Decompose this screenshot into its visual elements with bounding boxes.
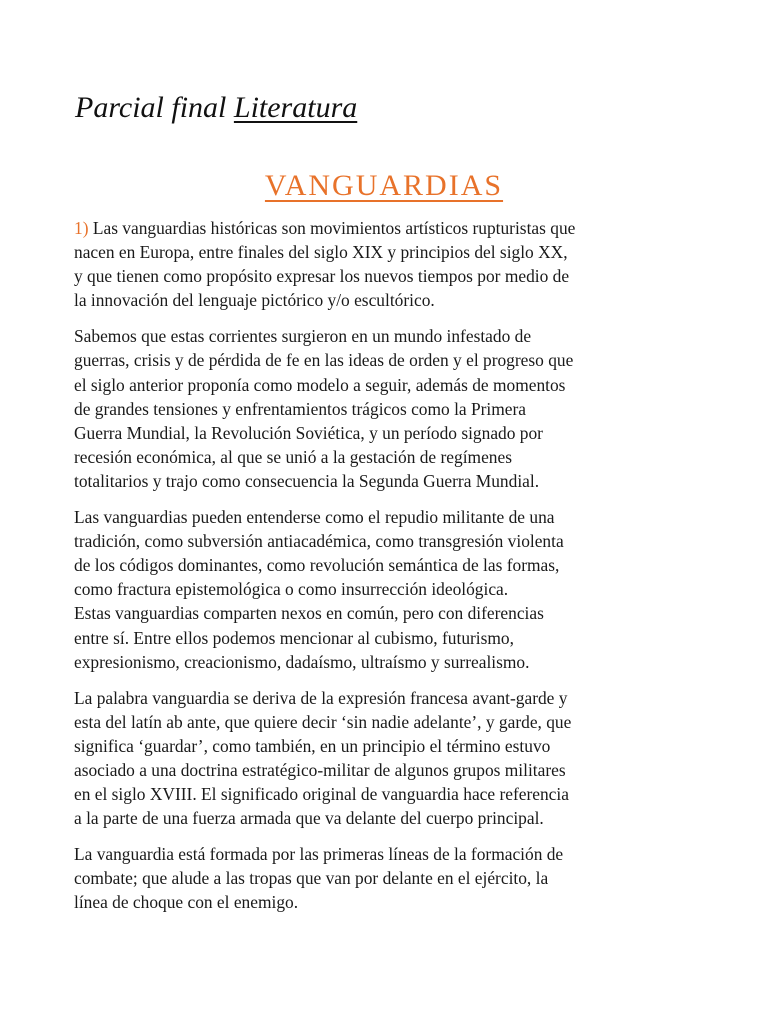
paragraph-line: Estas vanguardias comparten nexos en común, pero con diferencias: [74, 603, 544, 624]
paragraph-line: entre sí. Entre ellos podemos mencionar al cubismo, futurismo,: [74, 627, 514, 648]
paragraph-line: 1) Las vanguardias históricas son movimientos artísticos rupturistas que: [74, 218, 576, 238]
paragraph-4: [74, 686, 696, 831]
paragraph-line: de grandes tensiones y enfrentamientos trágicos como la Primera: [74, 398, 527, 419]
paragraph-3: [74, 505, 696, 674]
paragraph-line: Guerra Mundial, la Revolución Soviética, y un período signado por: [74, 422, 543, 443]
paragraph-line: Las vanguardias pueden entenderse como el repudio militante de una: [74, 507, 555, 528]
paragraph-line: Sabemos que estas corrientes surgieron en un mundo infestado de: [74, 326, 532, 347]
paragraph-number: 1): [74, 218, 89, 238]
paragraph-line: la innovación del lenguaje pictórico y/o escultórico.: [74, 290, 435, 311]
title-text: Parcial final: [75, 91, 234, 124]
paragraph-line: guerras, crisis y de pérdida de fe en las ideas de orden y el progreso que: [74, 350, 574, 371]
paragraph-line: línea de choque con el enemigo.: [74, 892, 299, 913]
paragraph-line: tradición, como subversión antiacadémica, como transgresión violenta: [74, 531, 564, 552]
paragraph-line: el siglo anterior proponía como modelo a seguir, además de momentos: [74, 374, 566, 395]
paragraph-5: [74, 842, 696, 914]
paragraph-line: a la parte de una fuerza armada que va delante del cuerpo principal.: [74, 808, 544, 829]
paragraph-line: significa ‘guardar’, como también, en un principio el término estuvo: [74, 735, 551, 756]
paragraph-1: [74, 216, 696, 312]
paragraph-line: de los códigos dominantes, como revolución semántica de las formas,: [74, 555, 560, 576]
paragraph-line: La vanguardia está formada por las primeras líneas de la formación de: [74, 844, 564, 865]
paragraph-line: como fractura epistemológica o como insurrección ideológica.: [74, 579, 509, 600]
title-underlined-text: Literatura: [233, 91, 358, 124]
paragraph-2: [74, 324, 696, 493]
document-body: [74, 216, 696, 915]
paragraph-line: recesión económica, al que se unió a la gestación de regímenes: [74, 446, 512, 467]
paragraph-line: y que tienen como propósito expresar los nuevos tiempos por medio de: [74, 266, 570, 287]
document-title: [75, 86, 357, 130]
paragraph-line: combate; que alude a las tropas que van por delante en el ejército, la: [74, 868, 549, 889]
paragraph-line: en el siglo XVIII. El significado original de vanguardia hace referencia: [74, 784, 569, 805]
paragraph-line: asociado a una doctrina estratégico-militar de algunos grupos militares: [74, 759, 566, 780]
section-title-text: VANGUARDIAS: [264, 169, 504, 202]
paragraph-line: totalitarios y trajo como consecuencia la Segunda Guerra Mundial.: [74, 470, 540, 491]
paragraph-line: nacen en Europa, entre finales del siglo XIX y principios del siglo XX,: [74, 242, 568, 263]
paragraph-line: La palabra vanguardia se deriva de la expresión francesa avant-garde y: [74, 687, 568, 708]
paragraph-line: expresionismo, creacionismo, dadaísmo, ultraísmo y surrealismo.: [74, 651, 530, 672]
paragraph-line: esta del latín ab ante, que quiere decir ‘sin nadie adelante’, y garde, que: [74, 711, 572, 732]
section-title: [0, 164, 768, 208]
